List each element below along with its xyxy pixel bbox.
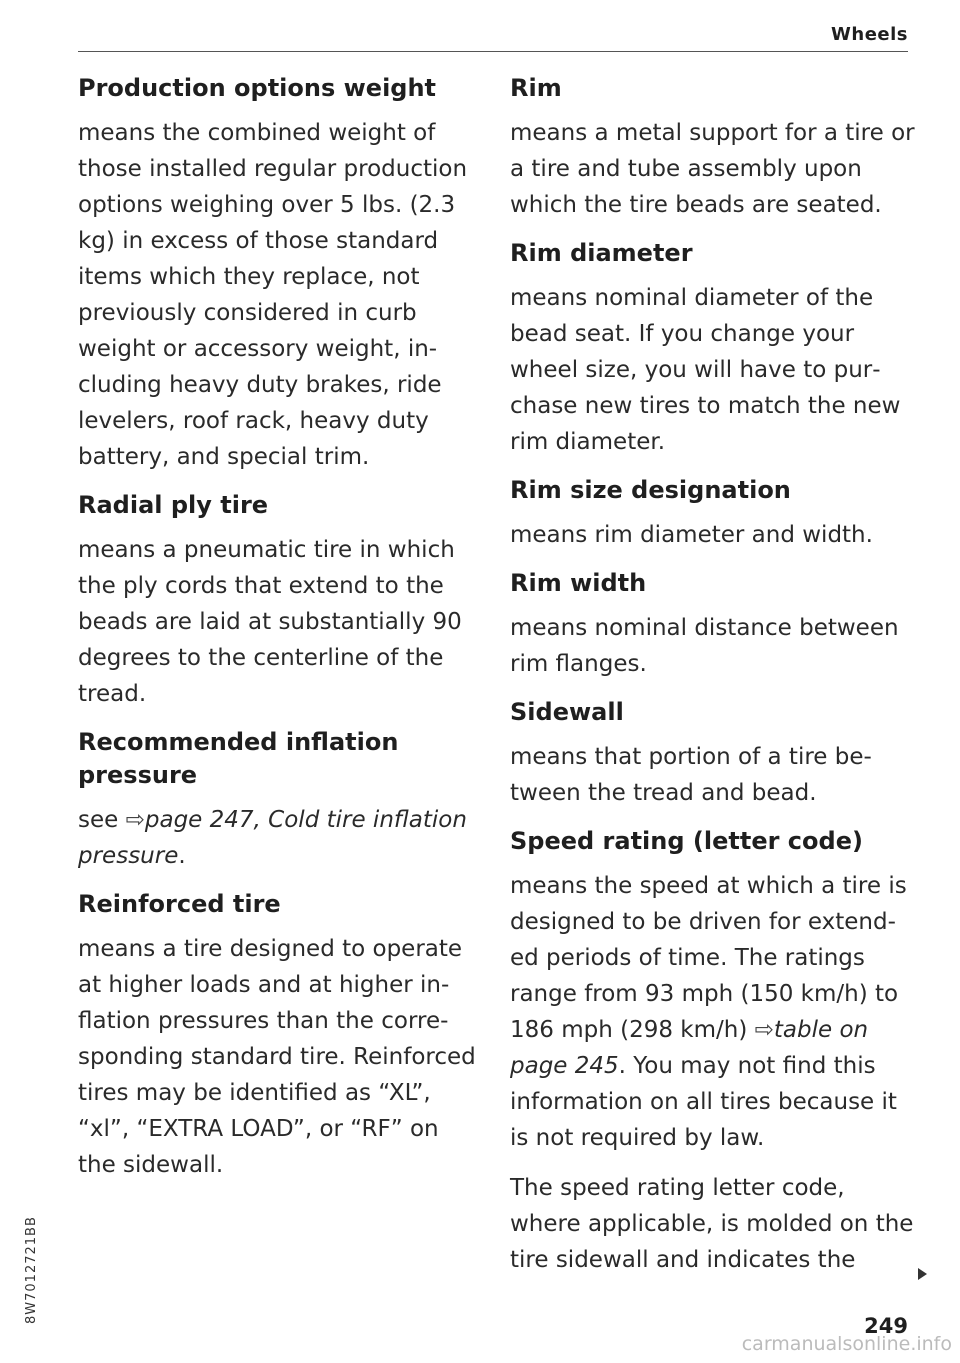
definition-rim-size-designation: means rim diameter and width. — [510, 522, 873, 548]
header-divider — [78, 51, 908, 52]
speed-rating-text-b: . You may not find this information on all tires because it is not required by law. — [510, 1053, 897, 1151]
heading-rim-width: Rim width — [510, 569, 647, 597]
definition-production-options-weight: means the combined weight of those installed regular production options weighing over 5 lbs. (2.3 kg) in excess of those standard items which they replace, not previously considered in curb weight or accessory weight, including heavy duty brakes, ride levelers, roof rack, heavy duty battery, and special trim. — [78, 120, 468, 470]
heading-rim-diameter: Rim diameter — [510, 239, 693, 267]
speed-rating-text-a: means the speed at which a tire is designed to be driven for extended periods of time. The ratings range from 93 mph (150 km/h) to 186 mph (298 km/h) — [510, 873, 907, 1043]
watermark: carmanualsonline.info — [741, 1333, 952, 1355]
speed-rating-letter-code-text: The speed rating letter code, where applicable, is molded on the tire sidewall and indicates the — [510, 1175, 914, 1273]
section-title: Wheels — [831, 24, 908, 45]
period: . — [178, 843, 186, 869]
cross-reference-link[interactable]: table on page 245 — [510, 1017, 869, 1079]
cross-reference-link[interactable]: page 247, Cold tire inflation pressure — [78, 807, 467, 869]
arrow-right-icon: ⇨ — [125, 807, 145, 833]
arrow-right-icon: ⇨ — [754, 1017, 774, 1043]
heading-sidewall: Sidewall — [510, 698, 624, 726]
definition-speed-rating — [510, 868, 915, 1156]
definition-recommended-inflation-pressure — [78, 802, 478, 874]
continue-triangle-icon — [918, 1268, 927, 1280]
heading-rim: Rim — [510, 74, 562, 102]
document-code: 8W7012721BB — [24, 1216, 39, 1324]
definition-reinforced-tire: means a tire designed to operate at higher loads and at higher inflation pressures than the corresponding standard tire. Reinforced tires may be identified as “XL”, “xl”, “EXTRA LOAD”, or “RF” on the sidewall. — [78, 936, 476, 1178]
left-column — [78, 72, 478, 1197]
see-text: see — [78, 807, 119, 833]
heading-rim-size-designation: Rim size designation — [510, 476, 791, 504]
page-number: 249 — [864, 1314, 908, 1338]
heading-reinforced-tire: Reinforced tire — [78, 890, 281, 918]
heading-radial-ply-tire: Radial ply tire — [78, 491, 269, 519]
definition-rim: means a metal support for a tire or a tire and tube assembly upon which the tire beads are seated. — [510, 120, 915, 218]
definition-rim-diameter: means nominal diameter of the bead seat. If you change your wheel size, you will have to purchase new tires to match the new rim diameter. — [510, 285, 901, 455]
heading-recommended-inflation-pressure: Recommended inflation pressure — [78, 728, 399, 789]
heading-speed-rating: Speed rating (letter code) — [510, 827, 863, 855]
heading-production-options-weight: Production options weight — [78, 74, 437, 102]
definition-sidewall: means that portion of a tire between the tread and bead. — [510, 744, 872, 806]
definition-rim-width: means nominal distance between rim flanges. — [510, 615, 899, 677]
right-column — [510, 72, 915, 1292]
definition-radial-ply-tire: means a pneumatic tire in which the ply cords that extend to the beads are laid at substantially 90 degrees to the centerline of the tread. — [78, 537, 462, 707]
